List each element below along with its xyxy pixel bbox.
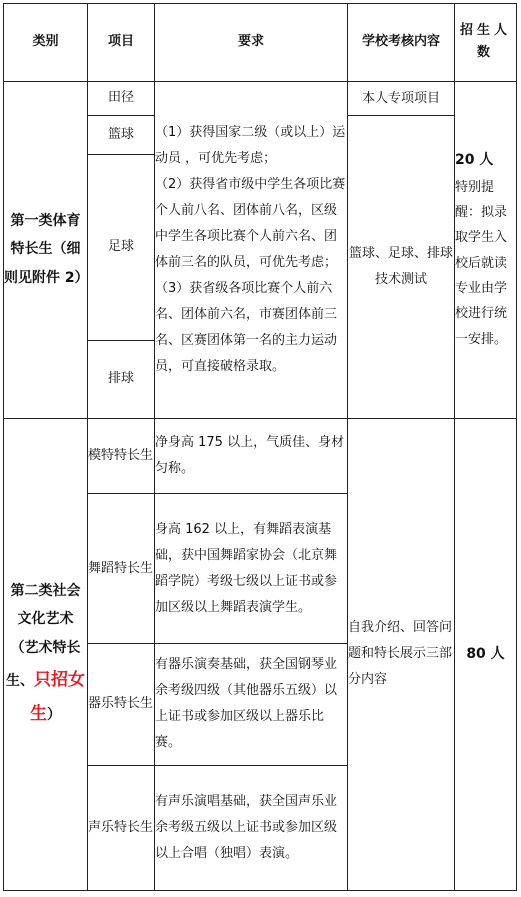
section2-req-instrument: 有器乐演奏基础，获全国钢琴业余考级四级（其他器乐五级）以上证书或参加区级以上器乐比赛。 bbox=[155, 643, 348, 766]
requirement-line: （3）获省级各项比赛个人前六名、团体前六名，市赛团体前三名、区赛团体第一名的主力运动员，可直接破格录取。 bbox=[155, 280, 338, 374]
requirement-line: （1）获得国家二级（或以上）运动员 ，可优先考虑； bbox=[155, 124, 346, 166]
section1-category: 第一类体育特长生（细则见附件 2） bbox=[4, 81, 88, 418]
section2-assessment: 自我介绍、回答问题和特长展示三部分内容 bbox=[348, 418, 455, 890]
section1-assessment-test: 篮球、足球、排球技术测试 bbox=[348, 116, 455, 418]
header-assessment: 学校考核内容 bbox=[348, 4, 455, 82]
section2-category-text: 第二类社会文化艺术（艺术特长生、 bbox=[6, 582, 81, 689]
section2-item-model: 模特特长生 bbox=[88, 418, 155, 494]
section2-category bbox=[4, 418, 88, 890]
section2-req-dance: 身高 162 以上，有舞蹈表演基础，获中国舞蹈家协会（北京舞蹈学院）考级七级以上证书或参加区级以上舞蹈表演学生。 bbox=[155, 494, 348, 643]
header-row bbox=[4, 4, 517, 82]
section1-requirements bbox=[155, 81, 348, 418]
header-quota: 招生人数 bbox=[455, 4, 517, 82]
section1-assessment-own: 本人专项项目 bbox=[348, 81, 455, 116]
section2-quota: 80 人 bbox=[455, 418, 517, 890]
section2-category-highlight: 只招女生 bbox=[30, 669, 85, 725]
section1-quota-note: 特别提醒：拟录取学生入校后就读专业由学校进行统一安排。 bbox=[455, 179, 508, 347]
admission-table bbox=[3, 3, 517, 891]
section2-item-vocal: 声乐特长生 bbox=[88, 766, 155, 891]
section2-req-model: 净身高 175 以上，气质佳、身材匀称。 bbox=[155, 418, 348, 494]
header-item: 项目 bbox=[88, 4, 155, 82]
section1-item-volleyball: 排球 bbox=[88, 341, 155, 419]
table-row bbox=[4, 418, 517, 494]
section1-item-football: 足球 bbox=[88, 155, 155, 341]
requirement-line: （2）获得省市级中学生各项比赛个人前八名、团体前八名，区级中学生各项比赛个人前六名、团体前三名的队员，可优先考虑； bbox=[155, 176, 346, 270]
section1-quota-number: 20 人 bbox=[455, 152, 494, 169]
table-row bbox=[4, 81, 517, 116]
section2-item-instrument: 器乐特长生 bbox=[88, 643, 155, 766]
section1-item-track: 田径 bbox=[88, 81, 155, 116]
section1-quota bbox=[455, 81, 517, 418]
section2-req-vocal: 有声乐演唱基础，获全国声乐业余考级五级以上证书或参加区级以上合唱（独唱）表演。 bbox=[155, 766, 348, 891]
header-category: 类别 bbox=[4, 4, 88, 82]
section2-item-dance: 舞蹈特长生 bbox=[88, 494, 155, 643]
header-requirement: 要求 bbox=[155, 4, 348, 82]
section1-item-basketball: 篮球 bbox=[88, 116, 155, 155]
section2-category-close: ） bbox=[47, 707, 61, 724]
